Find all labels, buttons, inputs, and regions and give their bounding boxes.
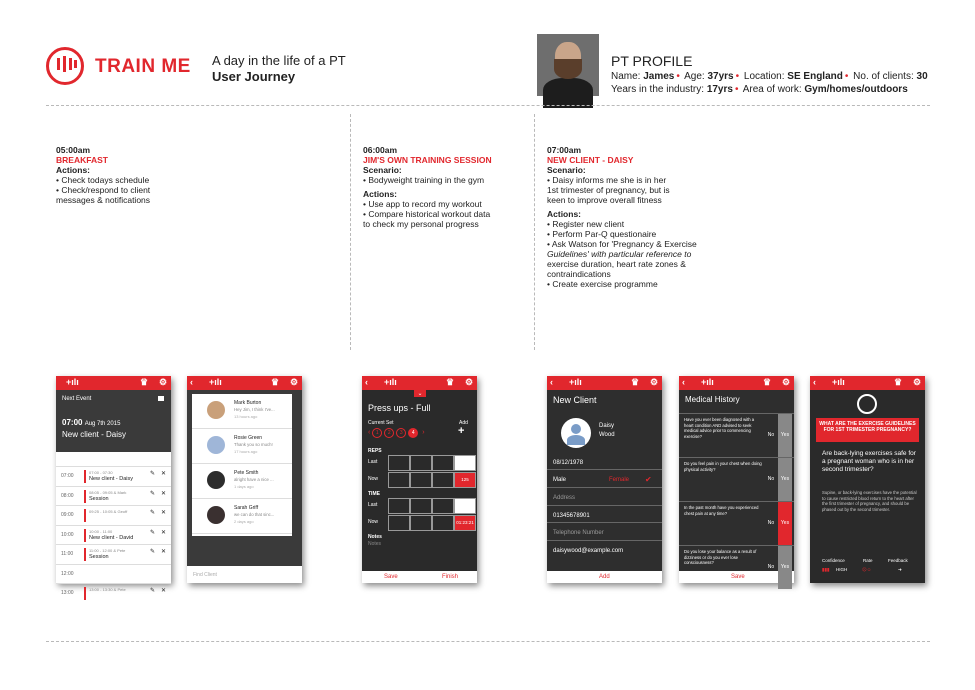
answer-title: Are back-lying exercises safe for a pregnant woman who is in her second trimester? bbox=[822, 450, 916, 473]
email-field[interactable]: daisywood@example.com bbox=[553, 548, 624, 554]
brand-name: TRAIN ME bbox=[95, 56, 191, 77]
edit-icon[interactable]: ✎ bbox=[150, 549, 156, 555]
find-client-input[interactable]: Find Client bbox=[193, 572, 217, 578]
edit-icon[interactable]: ✎ bbox=[150, 510, 156, 516]
gender-female-option[interactable]: Female bbox=[609, 477, 630, 483]
step-breakfast: 05:00am BREAKFAST Actions: • Check todays schedule • Check/respond to client messages & notifications bbox=[56, 145, 151, 205]
message-preview: Thank you so much! bbox=[234, 442, 273, 447]
pt-photo bbox=[537, 34, 599, 96]
yes-option[interactable]: Yes bbox=[778, 546, 792, 589]
set-cell[interactable] bbox=[388, 455, 410, 471]
gear-icon[interactable]: ⚙ bbox=[782, 377, 791, 387]
hour-label: 09:00 bbox=[61, 512, 74, 518]
edit-icon[interactable]: ✎ bbox=[150, 529, 156, 536]
message-item[interactable] bbox=[192, 499, 292, 534]
edit-icon[interactable]: ✎ bbox=[150, 471, 156, 477]
gender-male-option[interactable]: Male bbox=[553, 477, 567, 483]
column-divider bbox=[350, 114, 351, 350]
crown-icon[interactable]: ♛ bbox=[763, 377, 772, 387]
no-option[interactable]: No bbox=[767, 520, 775, 526]
message-time: 13 hours ago bbox=[234, 414, 258, 419]
message-item[interactable] bbox=[192, 464, 292, 499]
event-marker bbox=[84, 490, 86, 503]
set-cell[interactable] bbox=[410, 455, 432, 471]
last-name-field[interactable]: Wood bbox=[599, 432, 615, 438]
set-cell[interactable] bbox=[388, 498, 410, 514]
hour-label: 08:00 bbox=[61, 492, 74, 499]
divider-top bbox=[46, 105, 930, 106]
hour-label: 11:00 bbox=[61, 551, 74, 557]
set-cell[interactable] bbox=[410, 515, 432, 531]
profile-title: PT PROFILE bbox=[611, 53, 693, 69]
slot-time: 13:00 - 13:30 & Pete bbox=[89, 587, 126, 592]
close-icon[interactable]: ✕ bbox=[161, 549, 167, 555]
hour-label: 10:00 bbox=[61, 531, 74, 538]
confidence-level: HIGH bbox=[836, 567, 848, 572]
gear-icon[interactable]: ⚙ bbox=[290, 377, 299, 387]
crown-icon[interactable]: ♛ bbox=[446, 377, 455, 387]
divider-bottom bbox=[46, 641, 930, 642]
message-preview: Hey Jim, I think I've... bbox=[234, 407, 275, 412]
close-icon[interactable]: ✕ bbox=[161, 529, 167, 536]
telephone-field[interactable]: Telephone Number bbox=[553, 530, 604, 536]
app-logo-icon: +ılı bbox=[832, 377, 845, 387]
schedule-row[interactable] bbox=[56, 525, 171, 545]
back-icon[interactable]: ‹ bbox=[682, 377, 685, 387]
set-cell[interactable] bbox=[410, 498, 432, 514]
event-marker bbox=[84, 529, 86, 542]
address-field[interactable]: Address bbox=[553, 495, 576, 501]
sender-name: Pete Smith bbox=[234, 470, 259, 476]
message-preview: we can do that sinc... bbox=[234, 512, 275, 517]
hour-label: 12:00 bbox=[61, 570, 74, 577]
close-icon[interactable]: ✕ bbox=[161, 510, 167, 516]
schedule-row[interactable] bbox=[56, 466, 171, 486]
step-new-client: 07:00am NEW CLIENT - DAISY Scenario: • Daisy informs me she is in her 1st trimester of pregnancy, but is keen to improve overall fitness Actions: • Register new client • Perform Par-Q questionaire • Ask Watson for 'Pregnancy & Exercise Guidelines' with particular reference to exercise duration, heart rate zones & contraindications • Create exercise programme bbox=[547, 145, 697, 289]
event-name: New client - Daisy bbox=[89, 476, 134, 482]
notes-input[interactable]: Notes bbox=[368, 541, 382, 547]
calendar-icon[interactable] bbox=[158, 396, 164, 401]
app-logo-icon: +ılı bbox=[66, 377, 79, 387]
sender-name: Mark Burton bbox=[234, 400, 262, 406]
edit-icon[interactable]: ✎ bbox=[150, 490, 156, 497]
sender-name: Sarah Griff bbox=[234, 505, 259, 511]
screen-workout: ‹ +ılı ♛ ⚙ ⌄ Press ups - Full Current Set Add + ‹ 1 2 3 4 › REPS TIME Notes Notes Save Finish Last Now 125 Last Now 01:23:21 bbox=[362, 376, 477, 583]
close-icon[interactable]: ✕ bbox=[161, 490, 167, 497]
yes-option[interactable]: Yes bbox=[778, 502, 792, 545]
question-text: Do you feel pain in your chest when doing physical activity? bbox=[684, 461, 762, 472]
save-button[interactable]: Save bbox=[731, 574, 745, 580]
message-preview: alright have a nice ... bbox=[234, 477, 274, 482]
screen-title: New Client bbox=[553, 395, 597, 405]
journey-subtitle: A day in the life of a PT bbox=[212, 53, 346, 68]
set-cell[interactable] bbox=[388, 515, 410, 531]
watson-globe-icon bbox=[857, 394, 877, 414]
slot-time: 10:00 - 11:00 bbox=[89, 528, 113, 534]
slot-time: 09:25 - 10:05 & Geoff bbox=[89, 509, 128, 514]
set-selector[interactable]: ‹ 1 2 3 4 › bbox=[368, 429, 425, 436]
crown-icon[interactable]: ♛ bbox=[271, 377, 280, 387]
set-cell[interactable] bbox=[432, 498, 454, 514]
gear-icon[interactable]: ⚙ bbox=[650, 377, 659, 387]
crown-icon[interactable]: ♛ bbox=[894, 377, 903, 387]
phone-field[interactable]: 01345678901 bbox=[553, 513, 590, 519]
slot-time: 11:00 - 12:00 & Pete bbox=[89, 548, 126, 553]
edit-icon[interactable]: ✎ bbox=[150, 588, 156, 594]
medical-question bbox=[679, 413, 794, 457]
back-icon[interactable]: ‹ bbox=[365, 377, 368, 387]
schedule-row[interactable] bbox=[56, 564, 171, 584]
add-client-button[interactable]: Add bbox=[599, 574, 610, 580]
no-option[interactable]: No bbox=[767, 476, 775, 482]
message-time: 2 days ago bbox=[234, 519, 254, 524]
close-icon[interactable]: ✕ bbox=[161, 471, 167, 477]
first-name-field[interactable]: Daisy bbox=[599, 423, 615, 429]
finish-button[interactable]: Finish bbox=[442, 574, 459, 580]
set-cell[interactable]: 01:23:21 bbox=[454, 515, 476, 531]
gear-icon[interactable]: ⚙ bbox=[913, 377, 922, 387]
next-event-name[interactable]: New client - Daisy bbox=[62, 430, 127, 439]
app-logo-icon: +ılı bbox=[569, 377, 582, 387]
avatar bbox=[207, 401, 225, 419]
app-logo-icon: +ılı bbox=[209, 377, 222, 387]
gear-icon[interactable]: ⚙ bbox=[159, 377, 168, 387]
medical-question bbox=[679, 545, 794, 589]
schedule-row[interactable] bbox=[56, 505, 171, 525]
slot-time: 08:05 - 09:05 & Mark bbox=[89, 489, 127, 495]
yes-option[interactable]: Yes bbox=[778, 414, 792, 457]
event-marker bbox=[84, 509, 86, 522]
event-marker bbox=[84, 548, 86, 561]
feedback-icon[interactable]: ➜ bbox=[898, 567, 902, 572]
avatar[interactable] bbox=[561, 418, 591, 448]
question-text: Do you lose your balance as a result of dizziness or do you ever lose consciousness? bbox=[684, 549, 757, 565]
message-item[interactable] bbox=[192, 394, 292, 429]
no-option[interactable]: No bbox=[767, 564, 775, 570]
message-list bbox=[192, 394, 292, 536]
set-cell[interactable] bbox=[454, 498, 476, 514]
schedule-row[interactable] bbox=[56, 544, 171, 564]
set-4[interactable]: 4 bbox=[408, 428, 418, 438]
rate-icon[interactable]: ☹☺ bbox=[862, 567, 872, 572]
screen-schedule: +ılı ♛ ⚙ Next Event 07:00 Aug 7th 2015 New client - Daisy 07:00 07:00 - 07:30 New client - Daisy ✎ ✕ 08:00 08:05 - 09:05 & Mark Session ✎ ✕ 09:00 09:25 - 10:05 & Geoff ✎ ✕ 10:00 10:00 - 11:00 New client - David ✎ ✕ 11:00 11:00 - 12:00 & Pete Session ✎ ✕ 12:00 13:00 13:00 - 13:30 & Pete ✎ ✕ bbox=[56, 376, 171, 583]
exercise-title: Press ups - Full bbox=[368, 403, 431, 413]
crown-icon[interactable]: ♛ bbox=[631, 377, 640, 387]
question-text: In the past month have you experienced chest pain at any time? bbox=[684, 505, 759, 516]
set-cell[interactable] bbox=[410, 472, 432, 488]
back-icon[interactable]: ‹ bbox=[550, 377, 553, 387]
slot-time: 07:00 - 07:30 bbox=[89, 470, 113, 475]
event-name: Session bbox=[89, 554, 109, 560]
medical-question bbox=[679, 501, 794, 545]
set-2[interactable]: 2 bbox=[384, 428, 394, 438]
message-time: 17 hours ago bbox=[234, 449, 258, 454]
avatar bbox=[207, 471, 225, 489]
screen-watson: ‹ +ılı ♛ ⚙ WHAT ARE THE EXERCISE GUIDELINES FOR 1ST TRIMESTER PREGNANCY? Are back-lying exercises safe for a pregnant woman who is in her second trimester? Supine, or back-lying exercises have the potential to cause restricted blood return to the heart after the first trimester of pregnancy, and should be phased out by the second trimester. Confidence Rate Feedback ▮▮▮ HIGH ☹☺ ➜ bbox=[810, 376, 925, 583]
journey-title: User Journey bbox=[212, 69, 296, 84]
app-logo-icon: +ılı bbox=[701, 377, 714, 387]
avatar bbox=[207, 436, 225, 454]
check-icon: ✔ bbox=[645, 475, 652, 484]
avatar bbox=[207, 506, 225, 524]
chevron-down-icon[interactable]: ⌄ bbox=[414, 390, 426, 397]
add-set-icon[interactable]: + bbox=[458, 425, 465, 437]
back-icon[interactable]: ‹ bbox=[813, 377, 816, 387]
set-cell[interactable] bbox=[454, 455, 476, 471]
back-icon[interactable]: ‹ bbox=[190, 377, 193, 387]
medical-question bbox=[679, 457, 794, 501]
no-option[interactable]: No bbox=[767, 432, 775, 438]
screen-title: Medical History bbox=[685, 395, 740, 404]
answer-body: Supine, or back-lying exercises have the potential to cause restricted blood return to the heart after the first trimester of pregnancy, and should be phased out by the second trimester. bbox=[822, 490, 917, 512]
save-button[interactable]: Save bbox=[384, 574, 398, 580]
train-me-logo-icon bbox=[46, 47, 84, 85]
close-icon[interactable]: ✕ bbox=[161, 588, 167, 594]
column-divider bbox=[534, 114, 535, 350]
hour-label: 13:00 bbox=[61, 590, 74, 596]
watson-question: WHAT ARE THE EXERCISE GUIDELINES FOR 1ST TRIMESTER PREGNANCY? bbox=[816, 418, 919, 442]
confidence-bars-icon: ▮▮▮ bbox=[822, 567, 830, 572]
hour-label: 07:00 bbox=[61, 473, 74, 479]
set-cell[interactable] bbox=[432, 472, 454, 488]
crown-icon[interactable]: ♛ bbox=[140, 377, 149, 387]
set-cell[interactable] bbox=[432, 455, 454, 471]
event-name: New client - David bbox=[89, 534, 134, 541]
set-cell[interactable] bbox=[432, 515, 454, 531]
set-3[interactable]: 3 bbox=[396, 428, 406, 438]
yes-option[interactable]: Yes bbox=[778, 458, 792, 501]
profile-line-1: Name: James • Age: 37yrs • Location: SE England • No. of clients: 30 bbox=[611, 71, 928, 82]
schedule-row[interactable] bbox=[56, 486, 171, 506]
message-item[interactable] bbox=[192, 429, 292, 464]
step-own-training: 06:00am JIM'S OWN TRAINING SESSION Scenario: • Bodyweight training in the gym Actions: • Use app to record my workout • Compare historical workout data to check my personal progress bbox=[363, 145, 492, 229]
set-1[interactable]: 1 bbox=[372, 428, 382, 438]
screen-new-client bbox=[547, 376, 662, 583]
schedule-row[interactable] bbox=[56, 583, 171, 603]
question-text: Have you ever been diagnosed with a heart condition AND advised to seek medical advice prior to commencing exercise? bbox=[684, 417, 755, 439]
set-cell[interactable]: 125 bbox=[454, 472, 476, 488]
screen-medical-history bbox=[679, 376, 794, 583]
set-cell[interactable] bbox=[388, 472, 410, 488]
event-marker bbox=[84, 587, 86, 600]
message-time: 1 days ago bbox=[234, 484, 254, 489]
event-marker bbox=[84, 470, 86, 483]
gear-icon[interactable]: ⚙ bbox=[465, 377, 474, 387]
profile-line-2: Years in the industry: 17yrs • Area of work: Gym/homes/outdoors bbox=[611, 84, 908, 95]
sender-name: Rosie Green bbox=[234, 435, 263, 441]
event-name: Session bbox=[89, 495, 109, 502]
screen-messages bbox=[187, 376, 302, 583]
dob-field[interactable]: 08/12/1978 bbox=[553, 460, 584, 466]
app-logo-icon: +ılı bbox=[384, 377, 397, 387]
